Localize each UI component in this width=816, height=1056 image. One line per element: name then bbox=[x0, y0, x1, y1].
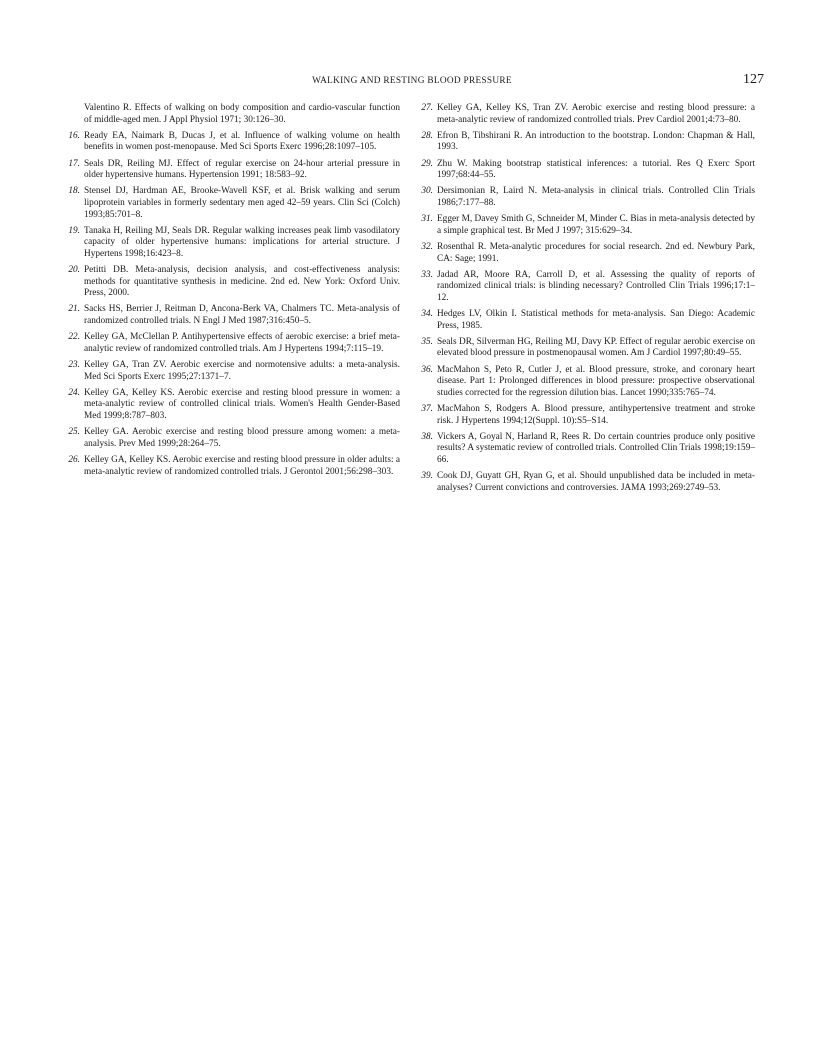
reference-number: 18. bbox=[68, 186, 80, 197]
reference-text: Zhu W. Making bootstrap statistical inferences: a tutorial. Res Q Exerc Sport 1997;68:44–55. bbox=[437, 158, 755, 181]
reference-item bbox=[413, 404, 755, 427]
reference-text: Sacks HS, Berrier J, Reitman D, Ancona-Berk VA, Chalmers TC. Meta-analysis of randomized controlled trials. N Engl J Med 1987;316:450–5. bbox=[84, 304, 400, 327]
reference-number: 39. bbox=[421, 471, 433, 482]
reference-number: 20. bbox=[68, 265, 80, 276]
reference-item bbox=[60, 388, 400, 423]
reference-number: 33. bbox=[421, 269, 433, 280]
reference-number: 32. bbox=[421, 241, 433, 252]
reference-item bbox=[60, 304, 400, 327]
reference-item bbox=[60, 159, 400, 182]
reference-text: Dersimonian R, Laird N. Meta-analysis in clinical trials. Controlled Clin Trials 1986;7:177–88. bbox=[437, 186, 755, 208]
reference-number: 34. bbox=[421, 309, 433, 320]
reference-item bbox=[60, 455, 400, 478]
reference-number: 31. bbox=[421, 214, 433, 225]
reference-text: Egger M, Davey Smith G, Schneider M, Minder C. Bias in meta-analysis detected by a simple graphical test. Br Med J 1997; 315:629–34. bbox=[437, 214, 755, 236]
reference-number: 16. bbox=[68, 130, 80, 141]
reference-number: 30. bbox=[421, 186, 433, 197]
reference-number: 29. bbox=[421, 158, 433, 169]
reference-item bbox=[60, 103, 400, 126]
reference-number: 19. bbox=[68, 225, 80, 236]
reference-number: 35. bbox=[421, 336, 433, 347]
reference-text: Hedges LV, Olkin I. Statistical methods for meta-analysis. San Diego: Academic Press, 1985. bbox=[437, 309, 755, 331]
reference-item bbox=[60, 186, 400, 221]
reference-number: 25. bbox=[68, 427, 80, 438]
reference-text: Jadad AR, Moore RA, Carroll D, et al. Assessing the quality of reports of randomized clinical trials: is blinding necessary? Controlled Clin Trials 1996;17:1–12. bbox=[437, 269, 755, 303]
reference-item bbox=[413, 471, 755, 494]
reference-number: 38. bbox=[421, 431, 433, 442]
reference-number: 26. bbox=[68, 454, 80, 465]
reference-text: Ready EA, Naimark B, Ducas J, et al. Influence of walking volume on health benefits in women post-menopause. Med Sci Sports Exerc 1996;28:1097–105. bbox=[84, 130, 400, 153]
reference-number: 28. bbox=[421, 130, 433, 141]
reference-number: 17. bbox=[68, 158, 80, 169]
reference-item bbox=[60, 427, 400, 450]
reference-item bbox=[60, 265, 400, 300]
reference-item bbox=[60, 332, 400, 355]
reference-text: Kelley GA, Kelley KS. Aerobic exercise and resting blood pressure in older adults: a meta-analytic review of randomized controlled trials. J Gerontol 2001;56:298–303. bbox=[84, 454, 400, 477]
reference-column-right bbox=[413, 103, 755, 499]
reference-text: MacMahon S, Rodgers A. Blood pressure, antihypertensive treatment and stroke risk. J Hypertens 1994;12(Suppl. 10):S5–S14. bbox=[437, 404, 755, 426]
reference-text: Rosenthal R. Meta-analytic procedures for social research. 2nd ed. Newbury Park, CA: Sage; 1991. bbox=[437, 241, 755, 264]
reference-text: Kelley GA, McClellan P. Antihypertensive effects of aerobic exercise: a brief meta-analytic review of randomized controlled trials. Am J Hypertens 1994;7:115–19. bbox=[84, 332, 400, 354]
reference-text: Valentino R. Effects of walking on body composition and cardio-vascular function of middle-aged men. J Appl Physiol 1971; 30:126–30. bbox=[84, 103, 400, 125]
reference-item bbox=[413, 365, 755, 400]
reference-item bbox=[60, 131, 400, 154]
reference-item bbox=[413, 186, 755, 209]
reference-number: 23. bbox=[68, 360, 80, 371]
reference-text: Kelley GA, Kelley KS. Aerobic exercise and resting blood pressure in women: a meta-analytic review of controlled clinical trials. Women's Health Gender-Based Med 1999;8:787–803. bbox=[84, 387, 400, 421]
reference-text: Kelley GA. Aerobic exercise and resting blood pressure among women: a meta-analysis. Prev Med 1999;28:264–75. bbox=[84, 427, 400, 449]
reference-number: 22. bbox=[68, 332, 80, 343]
reference-item bbox=[413, 242, 755, 265]
reference-text: Seals DR, Reiling MJ. Effect of regular exercise on 24-hour arterial pressure in older hypertensive humans. Hypertension 1991; 18:583–92. bbox=[84, 158, 400, 181]
reference-text: Cook DJ, Guyatt GH, Ryan G, et al. Should unpublished data be included in meta-analyses? Current convictions and controversies. JAMA 1993;269:2749–53. bbox=[437, 471, 755, 493]
reference-item bbox=[413, 337, 755, 360]
reference-text: Petitti DB. Meta-analysis, decision analysis, and cost-effectiveness analysis: methods for quantitative synthesis in medicine. 2nd ed. New York: Oxford Univ. Press, 2000. bbox=[84, 265, 400, 299]
reference-item bbox=[413, 159, 755, 182]
reference-item bbox=[413, 432, 755, 467]
reference-item bbox=[413, 214, 755, 237]
reference-number: 36. bbox=[421, 364, 433, 375]
reference-text: Tanaka H, Reiling MJ, Seals DR. Regular walking increases peak limb vasodilatory capacity of older hypertensive humans: implications for arterial structure. J Hypertens 1998;16:423–8. bbox=[84, 225, 400, 259]
reference-item bbox=[60, 226, 400, 261]
running-header bbox=[60, 74, 764, 90]
reference-text: Seals DR, Silverman HG, Reiling MJ, Davy KP. Effect of regular aerobic exercise on elevated blood pressure in postmenopausal women. Am J Cardiol 1997;80:49–55. bbox=[437, 336, 755, 359]
reference-item bbox=[413, 309, 755, 332]
reference-text: Kelley GA, Kelley KS, Tran ZV. Aerobic exercise and resting blood pressure: a meta-analytic review of randomized controlled trials. Prev Cardiol 2001;4:73–80. bbox=[437, 103, 755, 125]
reference-number: 21. bbox=[68, 304, 80, 315]
reference-item bbox=[413, 270, 755, 305]
reference-text: MacMahon S, Peto R, Cutler J, et al. Blood pressure, stroke, and coronary heart disease. Part 1: Prolonged differences in blood pressure: prospective observational studies corrected for the regression dilution bias. Lancet 1990;335:765–74. bbox=[437, 364, 755, 398]
page-number: 127 bbox=[743, 72, 764, 87]
reference-text: Kelley GA, Tran ZV. Aerobic exercise and normotensive adults: a meta-analysis. Med Sci Sports Exerc 1995;27:1371–7. bbox=[84, 360, 400, 382]
reference-item bbox=[413, 131, 755, 154]
reference-item bbox=[413, 103, 755, 126]
reference-text: Vickers A, Goyal N, Harland R, Rees R. Do certain countries produce only positive results? A systematic review of controlled trials. Controlled Clin Trials 1998;19:159–66. bbox=[437, 431, 755, 465]
reference-number: 27. bbox=[421, 103, 433, 113]
running-title: WALKING AND RESTING BLOOD PRESSURE bbox=[312, 76, 512, 86]
reference-item bbox=[60, 360, 400, 383]
reference-number: 37. bbox=[421, 404, 433, 414]
reference-column-left bbox=[60, 103, 400, 483]
reference-number: 24. bbox=[68, 387, 80, 398]
reference-text: Efron B, Tibshirani R. An introduction to the bootstrap. London: Chapman & Hall, 1993. bbox=[437, 130, 755, 153]
reference-text: Stensel DJ, Hardman AE, Brooke-Wavell KSF, et al. Brisk walking and serum lipoprotein variables in formerly sedentary men aged 42–59 years. Clin Sci (Colch) 1993;85:701–8. bbox=[84, 186, 400, 220]
